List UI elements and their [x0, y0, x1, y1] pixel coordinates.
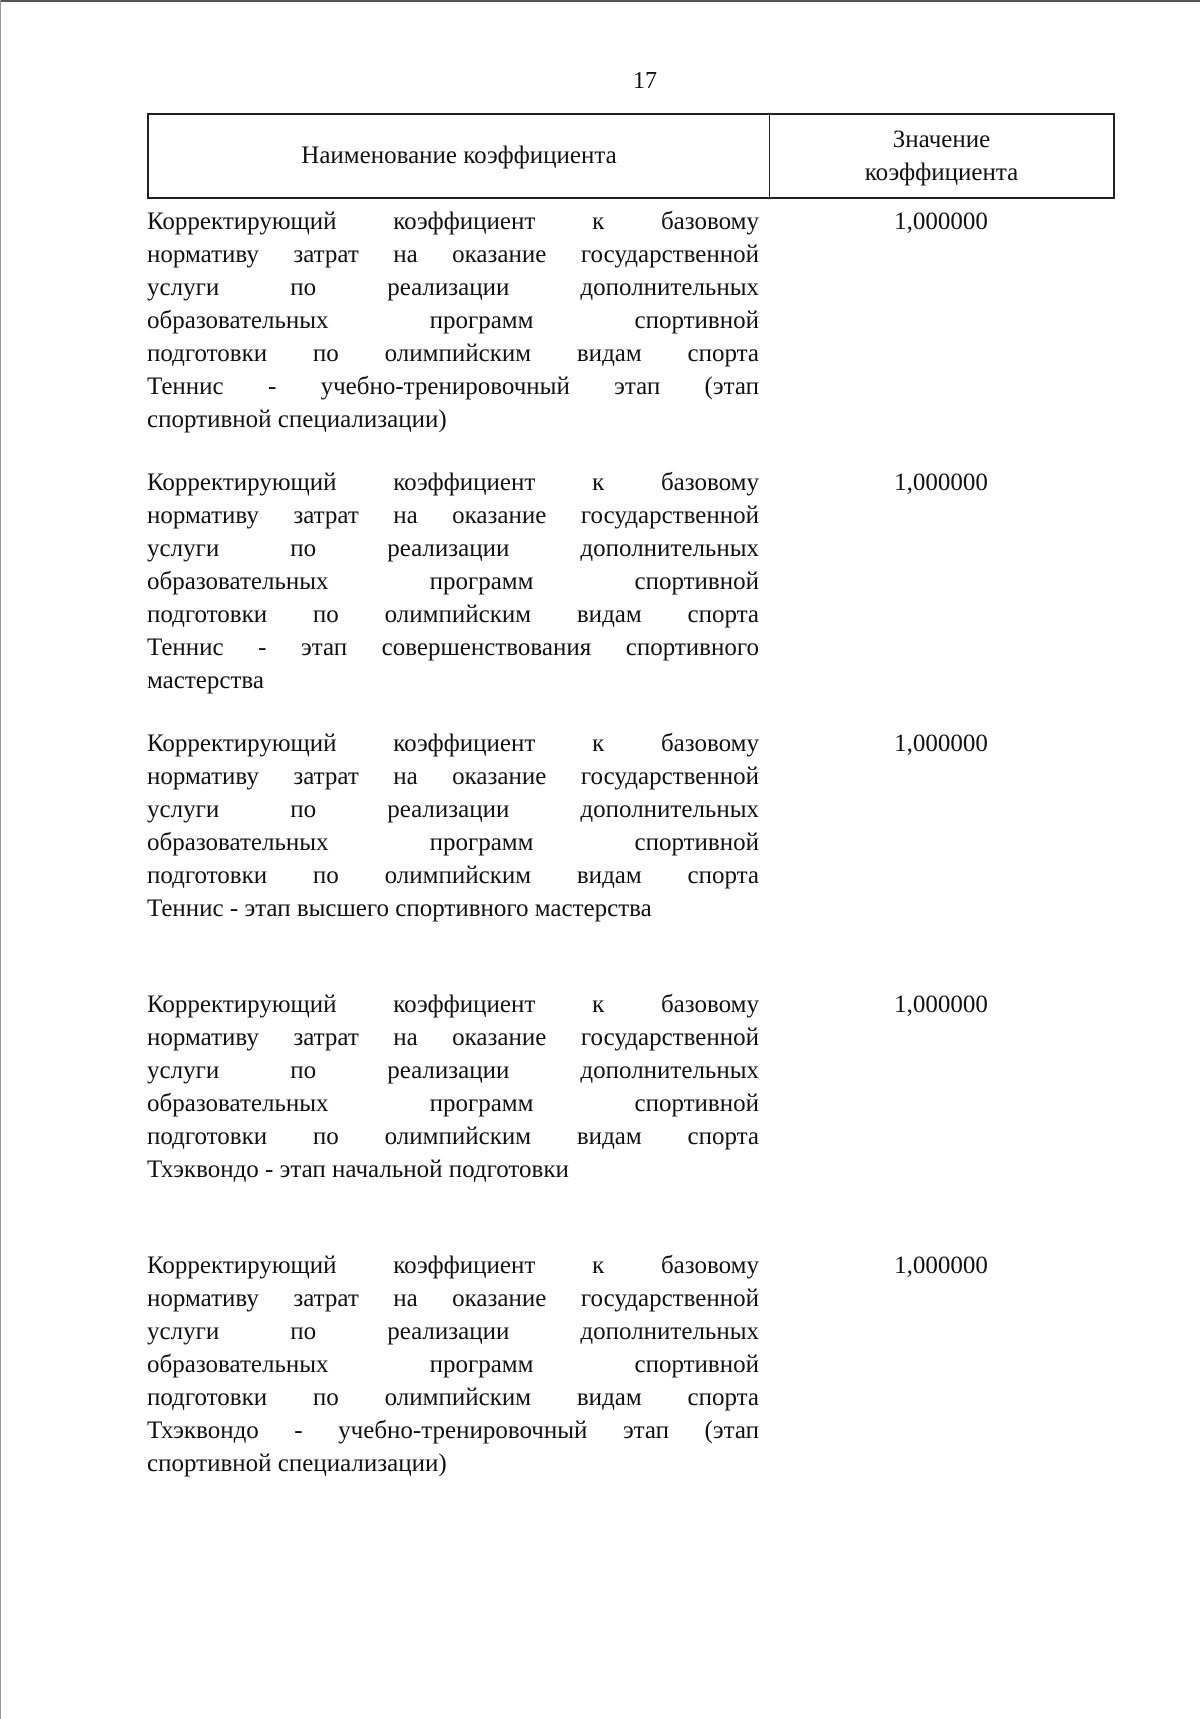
table-header	[147, 113, 1115, 199]
table-row	[147, 988, 1115, 1186]
coefficient-name-line: услуги по реализации дополнительных	[147, 535, 759, 562]
coefficient-name-line: услуги по реализации дополнительных	[147, 274, 759, 301]
coefficient-name-line: образовательных программ спортивной	[147, 568, 759, 595]
table-row	[147, 727, 1115, 925]
coefficient-name	[147, 1249, 759, 1480]
coefficient-name	[147, 988, 759, 1186]
coefficient-name-line: образовательных программ спортивной	[147, 1090, 759, 1117]
coefficient-name-line: Теннис - учебно-тренировочный этап (этап	[147, 373, 759, 400]
coefficient-name-line: мастерства	[147, 667, 264, 694]
header-coefficient-value: Значение коэффициента	[864, 126, 1019, 186]
header-coefficient-name: Наименование коэффициента	[149, 115, 770, 197]
coefficient-name-line: образовательных программ спортивной	[147, 1351, 759, 1378]
coefficient-value: 1,000000	[894, 991, 988, 1018]
coefficient-name	[147, 205, 759, 436]
coefficient-name-line: Корректирующий коэффициент к базовому	[147, 730, 759, 757]
coefficient-name-line: Корректирующий коэффициент к базовому	[147, 469, 759, 496]
coefficient-name-line: услуги по реализации дополнительных	[147, 796, 759, 823]
coefficient-name-line: Тхэквондо - учебно-тренировочный этап (этап	[147, 1417, 759, 1444]
coefficient-value: 1,000000	[894, 469, 988, 496]
coefficient-name-line: нормативу затрат на оказание государственной	[147, 502, 759, 529]
coefficient-name	[147, 727, 759, 925]
coefficient-name-line: Корректирующий коэффициент к базовому	[147, 991, 759, 1018]
coefficient-name-line: нормативу затрат на оказание государственной	[147, 763, 759, 790]
coefficient-name-line: Тхэквондо - этап начальной подготовки	[147, 1156, 569, 1183]
coefficient-name-line: подготовки по олимпийским видам спорта	[147, 1384, 759, 1411]
coefficient-table	[147, 113, 1115, 1477]
coefficient-name-line: Корректирующий коэффициент к базовому	[147, 1252, 759, 1279]
coefficient-name-line: нормативу затрат на оказание государственной	[147, 241, 759, 268]
coefficient-value: 1,000000	[894, 1252, 988, 1279]
page-number: 17	[633, 68, 657, 94]
coefficient-name-line: нормативу затрат на оказание государственной	[147, 1285, 759, 1312]
coefficient-value: 1,000000	[894, 208, 988, 235]
coefficient-name-line: подготовки по олимпийским видам спорта	[147, 862, 759, 889]
coefficient-value: 1,000000	[894, 730, 988, 757]
coefficient-name-line: образовательных программ спортивной	[147, 829, 759, 856]
coefficient-name	[147, 466, 759, 697]
coefficient-name-line: Теннис - этап совершенствования спортивного	[147, 634, 759, 661]
coefficient-name-line: подготовки по олимпийским видам спорта	[147, 1123, 759, 1150]
table-row	[147, 1249, 1115, 1480]
coefficient-name-line: подготовки по олимпийским видам спорта	[147, 601, 759, 628]
coefficient-name-line: образовательных программ спортивной	[147, 307, 759, 334]
coefficient-name-line: нормативу затрат на оказание государственной	[147, 1024, 759, 1051]
coefficient-name-line: Теннис - этап высшего спортивного мастерства	[147, 895, 652, 922]
coefficient-name-line: услуги по реализации дополнительных	[147, 1318, 759, 1345]
coefficient-name-line: услуги по реализации дополнительных	[147, 1057, 759, 1084]
coefficient-name-line: Корректирующий коэффициент к базовому	[147, 208, 759, 235]
table-row	[147, 205, 1115, 436]
table-row	[147, 466, 1115, 697]
scan-edge-left	[0, 0, 1, 1719]
coefficient-name-line: подготовки по олимпийским видам спорта	[147, 340, 759, 367]
coefficient-name-line: спортивной специализации)	[147, 1450, 447, 1477]
coefficient-name-line: спортивной специализации)	[147, 406, 447, 433]
scan-edge-top	[0, 0, 1200, 2]
